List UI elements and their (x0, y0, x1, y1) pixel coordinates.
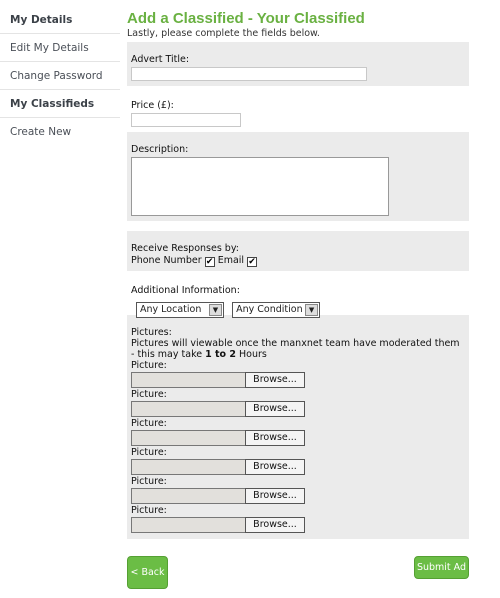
description-label: Description: (131, 144, 189, 155)
pictures-note-text: Pictures will viewable once the manxnet team have moderated them - this may take (131, 338, 460, 360)
pictures-note (131, 338, 465, 360)
receive-responses-section (127, 231, 469, 271)
phone-number-checkbox[interactable]: ✔ (205, 257, 214, 267)
price-section (127, 86, 469, 130)
intro-text: Lastly, please complete the fields below. (127, 28, 320, 39)
email-label: Email (217, 255, 245, 266)
picture-4-label: Picture: (131, 447, 167, 458)
advert-title-section (127, 42, 469, 86)
picture-3-upload (131, 429, 465, 447)
picture-2-upload (131, 400, 465, 418)
picture-4-browse-button[interactable]: Browse... (245, 459, 305, 475)
picture-6-browse-button[interactable]: Browse... (245, 517, 305, 533)
condition-select[interactable] (232, 302, 320, 318)
main-content (127, 10, 469, 539)
picture-5-upload (131, 487, 465, 505)
picture-2-label: Picture: (131, 389, 167, 400)
location-select[interactable] (136, 302, 224, 318)
picture-3-label: Picture: (131, 418, 167, 429)
pictures-note-hours: Hours (236, 349, 267, 360)
advert-title-label: Advert Title: (131, 54, 190, 65)
sidebar-item-my-details[interactable]: My Details (0, 6, 120, 34)
picture-1-browse-button[interactable]: Browse... (245, 372, 305, 388)
chevron-down-icon: ▼ (305, 304, 318, 316)
receive-responses-label: Receive Responses by: (131, 243, 239, 254)
description-section (127, 132, 469, 221)
price-label: Price (£): (131, 100, 174, 111)
page-title: Add a Classified - Your Classified (127, 10, 365, 27)
picture-1-label: Picture: (131, 360, 167, 371)
condition-select-value: Any Condition (236, 304, 303, 315)
pictures-section (127, 315, 469, 539)
price-input[interactable] (131, 113, 241, 127)
picture-4-file-field[interactable] (131, 459, 245, 475)
picture-6-upload (131, 516, 465, 534)
sidebar-item-create-new[interactable]: Create New (10, 126, 72, 138)
picture-3-browse-button[interactable]: Browse... (245, 430, 305, 446)
email-checkbox[interactable]: ✔ (248, 257, 256, 267)
advert-title-input[interactable] (131, 67, 367, 81)
picture-4-upload (131, 458, 465, 476)
submit-ad-button[interactable]: Submit Ad (414, 556, 469, 579)
picture-3-file-field[interactable] (131, 430, 245, 446)
phone-number-label: Phone Number (131, 255, 202, 266)
picture-1-file-field[interactable] (131, 372, 245, 388)
picture-6-label: Picture: (131, 505, 167, 516)
pictures-note-duration: 1 to 2 (205, 349, 236, 360)
sidebar-item-my-classifieds[interactable]: My Classifieds (0, 90, 120, 118)
picture-5-label: Picture: (131, 476, 167, 487)
picture-5-browse-button[interactable]: Browse... (245, 488, 305, 504)
sidebar-item-edit-my-details[interactable]: Edit My Details (0, 34, 120, 62)
back-button[interactable]: < Back (127, 556, 168, 589)
picture-1-upload (131, 371, 465, 389)
additional-info-section (127, 271, 469, 313)
sidebar (0, 6, 120, 146)
picture-2-browse-button[interactable]: Browse... (245, 401, 305, 417)
picture-5-file-field[interactable] (131, 488, 245, 504)
description-textarea[interactable] (131, 157, 389, 216)
chevron-down-icon: ▼ (209, 304, 222, 316)
sidebar-item-change-password[interactable]: Change Password (0, 62, 120, 90)
pictures-label: Pictures: (131, 327, 172, 338)
picture-6-file-field[interactable] (131, 517, 245, 533)
additional-info-label: Additional Information: (131, 285, 240, 296)
location-select-value: Any Location (140, 304, 202, 315)
picture-2-file-field[interactable] (131, 401, 245, 417)
